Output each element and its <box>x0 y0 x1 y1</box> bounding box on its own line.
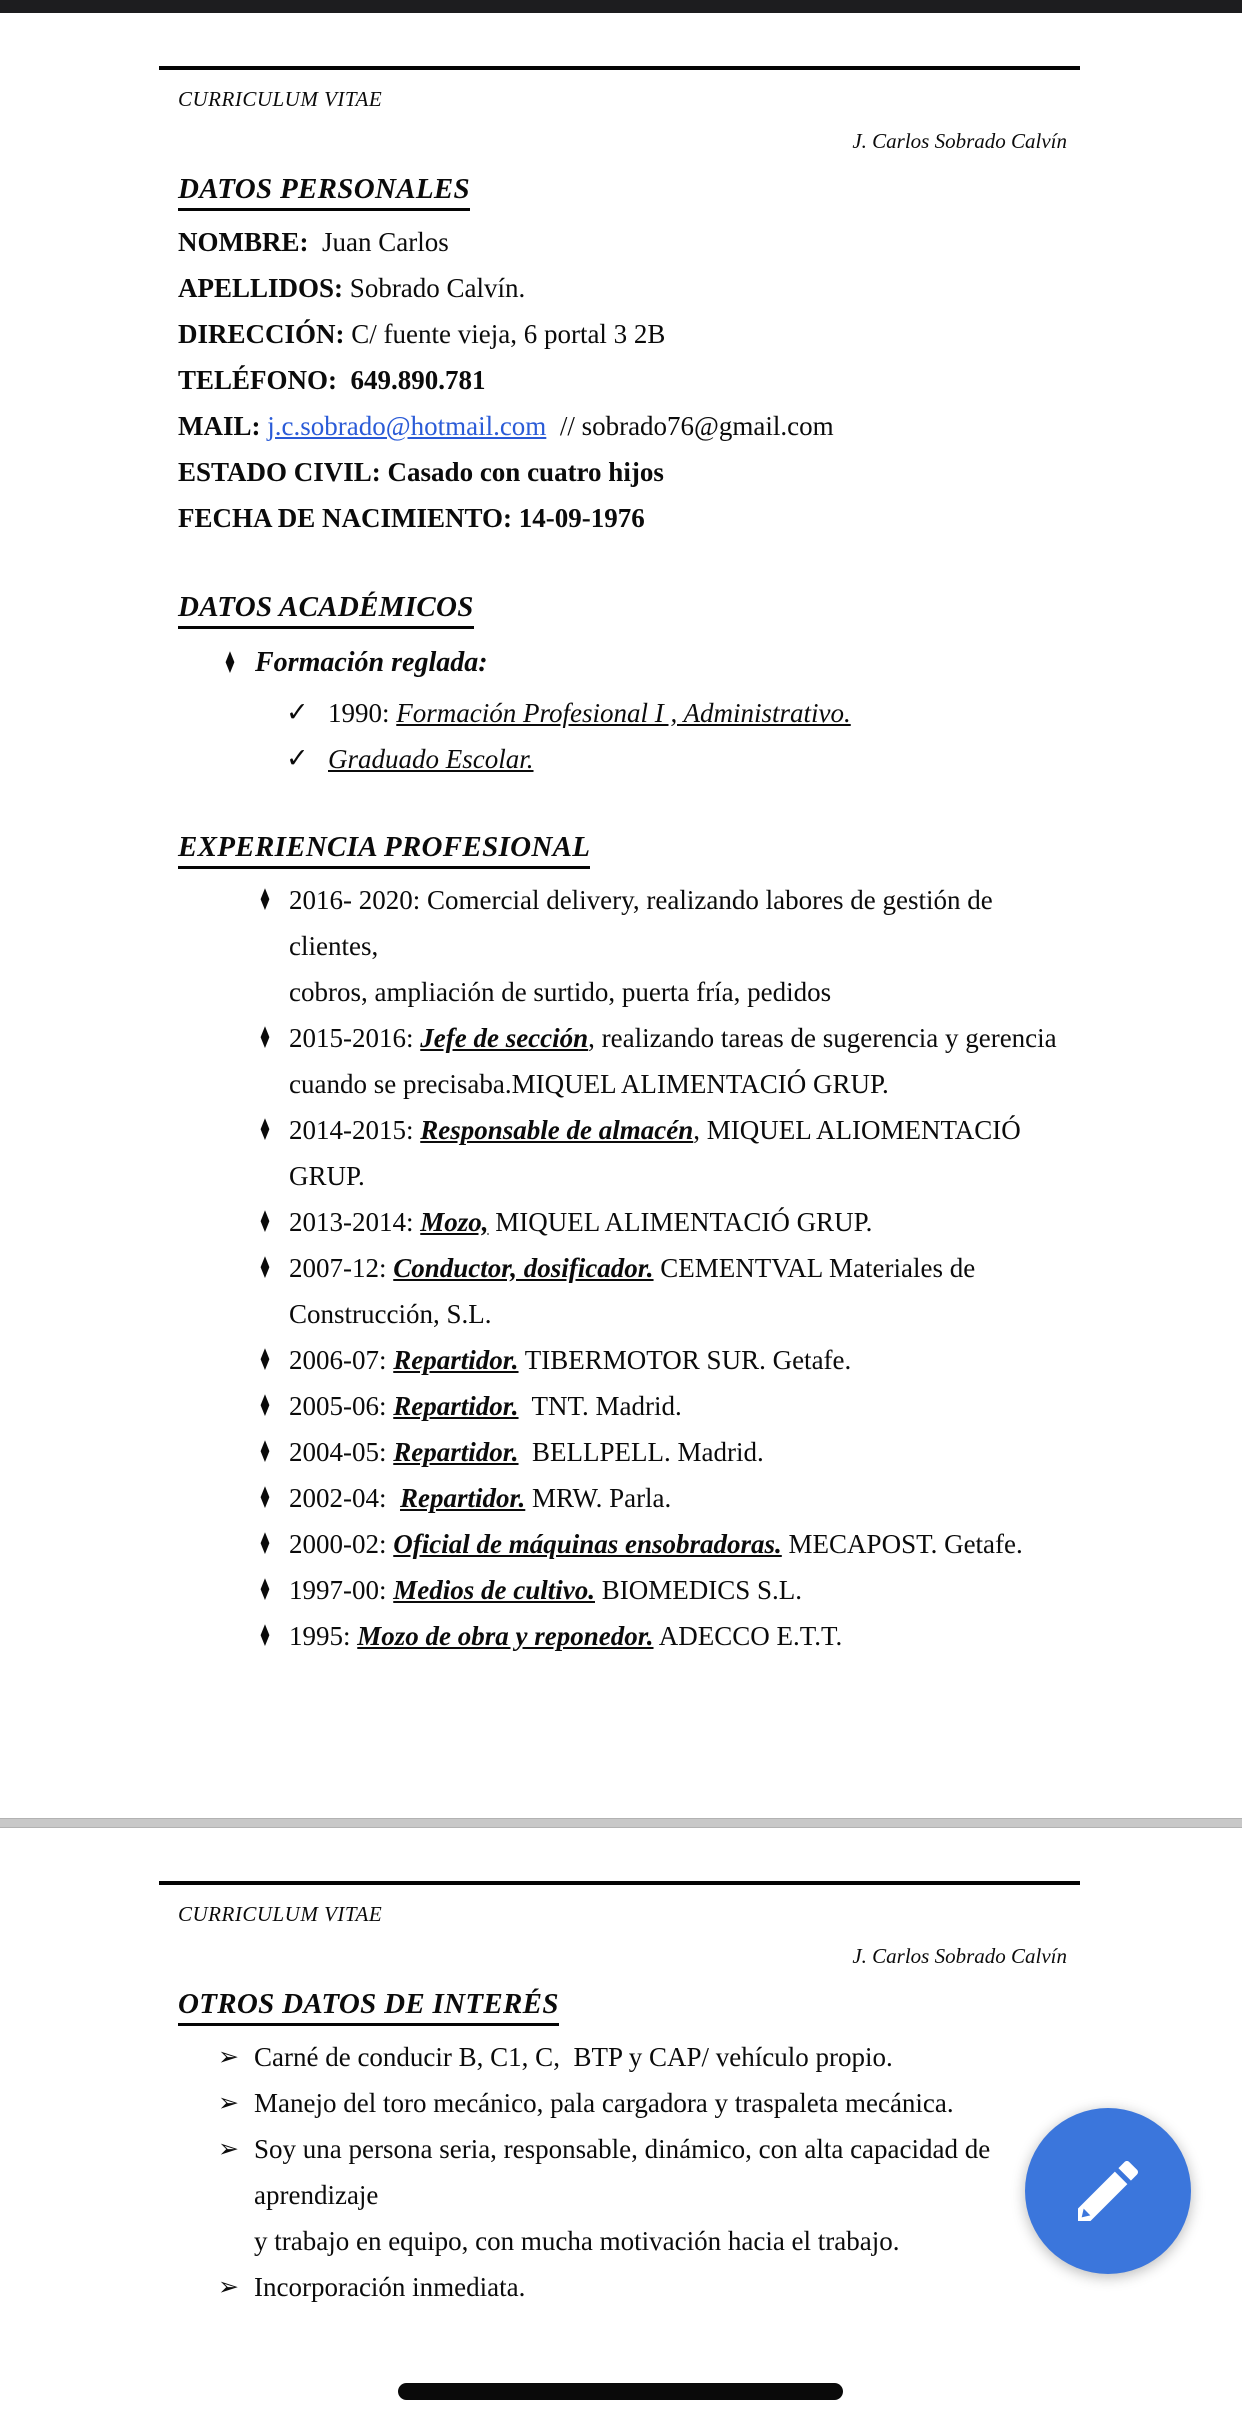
diamond-bullet-icon: ♦ <box>258 1481 272 1517</box>
diamond-bullet-icon: ♦ <box>258 1619 272 1655</box>
other-items <box>178 2034 1080 2310</box>
diamond-bullet-icon: ♦ <box>258 1389 272 1425</box>
academic-group-label: Formación reglada: <box>255 647 488 678</box>
experience-item <box>178 877 1080 1015</box>
experience-item-jobtitle: Repartidor. <box>400 1483 526 1513</box>
field-label: TELÉFONO: <box>178 365 338 395</box>
experience-item-suffix: BIOMEDICS S.L. <box>594 1575 803 1605</box>
check-bullet-icon: ✓ <box>286 743 309 774</box>
arrow-bullet-icon: ➢ <box>218 2272 239 2301</box>
experience-item-line2: Construcción, S.L. <box>289 1299 492 1329</box>
experience-item-prefix: 2013-2014: <box>289 1207 421 1237</box>
field-label: NOMBRE: <box>178 227 309 257</box>
academic-items <box>178 690 1080 782</box>
status-bar <box>0 0 1242 13</box>
page-header-rule <box>159 1881 1080 1885</box>
experience-item <box>178 1337 1080 1383</box>
field-label: ESTADO CIVIL: <box>178 457 381 487</box>
pencil-edit-icon <box>1068 2151 1148 2231</box>
experience-item-prefix: 2006-07: <box>289 1345 394 1375</box>
experience-item-prefix: 2015-2016: <box>289 1023 421 1053</box>
experience-item <box>178 1245 1080 1337</box>
section-title-datos-academicos: DATOS ACADÉMICOS <box>178 590 1080 629</box>
field-value: C/ fuente vieja, 6 portal 3 2B <box>344 319 666 349</box>
personal-field-row <box>178 449 1080 495</box>
academic-item <box>178 690 1080 736</box>
field-label: FECHA DE NACIMIENTO: <box>178 503 513 533</box>
experience-item-jobtitle: Oficial de máquinas ensobradoras. <box>393 1529 782 1559</box>
personal-field-row <box>178 403 1080 449</box>
other-item <box>178 2126 1080 2264</box>
experience-item <box>178 1613 1080 1659</box>
experience-item-line2: cobros, ampliación de surtido, puerta fría, pedidos <box>289 977 832 1007</box>
experience-item-suffix: , MIQUEL ALIOMENTACIÓ GRUP. <box>289 1115 1028 1191</box>
experience-item-suffix: BELLPELL. Madrid. <box>518 1437 764 1467</box>
field-value-after: // sobrado76@gmail.com <box>546 411 834 441</box>
email-link[interactable]: j.c.sobrado@hotmail.com <box>267 411 547 441</box>
experience-item-prefix: 2016- 2020: Comercial delivery, realizando labores de gestión de clientes, <box>289 885 1000 961</box>
experience-item-prefix: 1997-00: <box>289 1575 394 1605</box>
field-label: DIRECCIÓN: <box>178 319 345 349</box>
experience-item-jobtitle: Repartidor. <box>393 1437 519 1467</box>
academic-item-text: Formación Profesional I , Administrativo. <box>396 698 851 728</box>
edit-fab-button[interactable] <box>1025 2108 1191 2274</box>
doc-author: J. Carlos Sobrado Calvín <box>852 129 1067 153</box>
experience-item-jobtitle: Mozo de obra y reponedor. <box>357 1621 654 1651</box>
experience-item-prefix: 2002-04: <box>289 1483 400 1513</box>
experience-item <box>178 1015 1080 1107</box>
experience-item-prefix: 1995: <box>289 1621 358 1651</box>
arrow-bullet-icon: ➢ <box>218 2042 239 2071</box>
diamond-bullet-icon: ♦ <box>258 1435 272 1471</box>
experience-items <box>178 877 1080 1659</box>
academic-item <box>178 736 1080 782</box>
experience-item-suffix: MIQUEL ALIMENTACIÓ GRUP. <box>488 1207 873 1237</box>
other-item <box>178 2264 1080 2310</box>
other-item-line2: y trabajo en equipo, con mucha motivación hacia el trabajo. <box>254 2226 900 2256</box>
experience-item-prefix: 2007-12: <box>289 1253 394 1283</box>
diamond-bullet-icon: ♦ <box>258 1527 272 1563</box>
field-value: 649.890.781 <box>337 365 486 395</box>
diamond-bullet-icon: ♦ <box>258 1113 272 1149</box>
arrow-bullet-icon: ➢ <box>218 2088 239 2117</box>
experience-item-jobtitle: Responsable de almacén <box>420 1115 694 1145</box>
diamond-bullet-icon: ♦ <box>258 1021 272 1057</box>
other-item-text: Carné de conducir B, C1, C, BTP y CAP/ vehículo propio. <box>254 2042 893 2072</box>
section-title-experiencia: EXPERIENCIA PROFESIONAL <box>178 830 1080 869</box>
experience-item-suffix: , realizando tareas de sugerencia y gerencia <box>588 1023 1057 1053</box>
experience-item-suffix: TNT. Madrid. <box>518 1391 682 1421</box>
diamond-bullet-icon: ♦ <box>223 646 237 682</box>
experience-item-line2: cuando se precisaba.MIQUEL ALIMENTACIÓ GRUP. <box>289 1069 889 1099</box>
experience-item-prefix: 2004-05: <box>289 1437 394 1467</box>
other-item <box>178 2080 1080 2126</box>
academic-item-prefix: 1990: <box>328 698 397 728</box>
doc-author: J. Carlos Sobrado Calvín <box>852 1944 1067 1968</box>
document-page-1 <box>0 66 1242 1818</box>
page-header-rule <box>159 66 1080 70</box>
diamond-bullet-icon: ♦ <box>258 1251 272 1287</box>
diamond-bullet-icon: ♦ <box>258 1343 272 1379</box>
diamond-bullet-icon: ♦ <box>258 1573 272 1609</box>
experience-item-jobtitle: Jefe de sección <box>420 1023 589 1053</box>
experience-item-jobtitle: Medios de cultivo. <box>393 1575 595 1605</box>
experience-item <box>178 1521 1080 1567</box>
personal-field-row <box>178 219 1080 265</box>
other-item <box>178 2034 1080 2080</box>
experience-item <box>178 1475 1080 1521</box>
experience-item-suffix: ADECCO E.T.T. <box>653 1621 843 1651</box>
page-break-divider <box>0 1818 1242 1828</box>
personal-field-row <box>178 265 1080 311</box>
experience-item <box>178 1199 1080 1245</box>
section-title-otros-datos: OTROS DATOS DE INTERÉS <box>178 1987 1080 2026</box>
experience-item-jobtitle: Repartidor. <box>393 1345 519 1375</box>
other-item-text: Soy una persona seria, responsable, dinámico, con alta capacidad de aprendizaje <box>254 2134 997 2210</box>
experience-item <box>178 1107 1080 1199</box>
academic-item-text: Graduado Escolar. <box>328 744 534 774</box>
check-bullet-icon: ✓ <box>286 697 309 728</box>
arrow-bullet-icon: ➢ <box>218 2134 239 2163</box>
personal-field-row <box>178 357 1080 403</box>
personal-field-row <box>178 495 1080 541</box>
field-value: Sobrado Calvín. <box>343 273 526 303</box>
experience-item-prefix: 2005-06: <box>289 1391 394 1421</box>
experience-item-jobtitle: Conductor, dosificador. <box>393 1253 654 1283</box>
field-label: MAIL: <box>178 411 261 441</box>
field-value: 14-09-1976 <box>512 503 645 533</box>
experience-item-prefix: 2014-2015: <box>289 1115 421 1145</box>
experience-item-suffix: CEMENTVAL Materiales de <box>653 1253 976 1283</box>
experience-item-suffix: MECAPOST. Getafe. <box>781 1529 1023 1559</box>
experience-item <box>178 1567 1080 1613</box>
academic-group-heading <box>178 640 1080 686</box>
home-indicator-bar[interactable] <box>398 2383 843 2400</box>
diamond-bullet-icon: ♦ <box>258 1205 272 1241</box>
field-value: Juan Carlos <box>308 227 449 257</box>
field-label: APELLIDOS: <box>178 273 344 303</box>
experience-item-suffix: MRW. Parla. <box>525 1483 672 1513</box>
personal-field-row <box>178 311 1080 357</box>
experience-item-jobtitle: Mozo, <box>420 1207 489 1237</box>
doc-header-label: CURRICULUM VITAE <box>178 87 383 111</box>
experience-item <box>178 1383 1080 1429</box>
other-item-text: Manejo del toro mecánico, pala cargadora y traspaleta mecánica. <box>254 2088 954 2118</box>
field-value: Casado con cuatro hijos <box>380 457 664 487</box>
experience-item-suffix: TIBERMOTOR SUR. Getafe. <box>518 1345 852 1375</box>
personal-fields <box>178 219 1080 541</box>
other-item-text: Incorporación inmediata. <box>254 2272 526 2302</box>
experience-item-jobtitle: Repartidor. <box>393 1391 519 1421</box>
doc-header-label: CURRICULUM VITAE <box>178 1902 383 1926</box>
diamond-bullet-icon: ♦ <box>258 883 272 919</box>
experience-item <box>178 1429 1080 1475</box>
experience-item-prefix: 2000-02: <box>289 1529 394 1559</box>
section-title-datos-personales: DATOS PERSONALES <box>178 172 1080 211</box>
